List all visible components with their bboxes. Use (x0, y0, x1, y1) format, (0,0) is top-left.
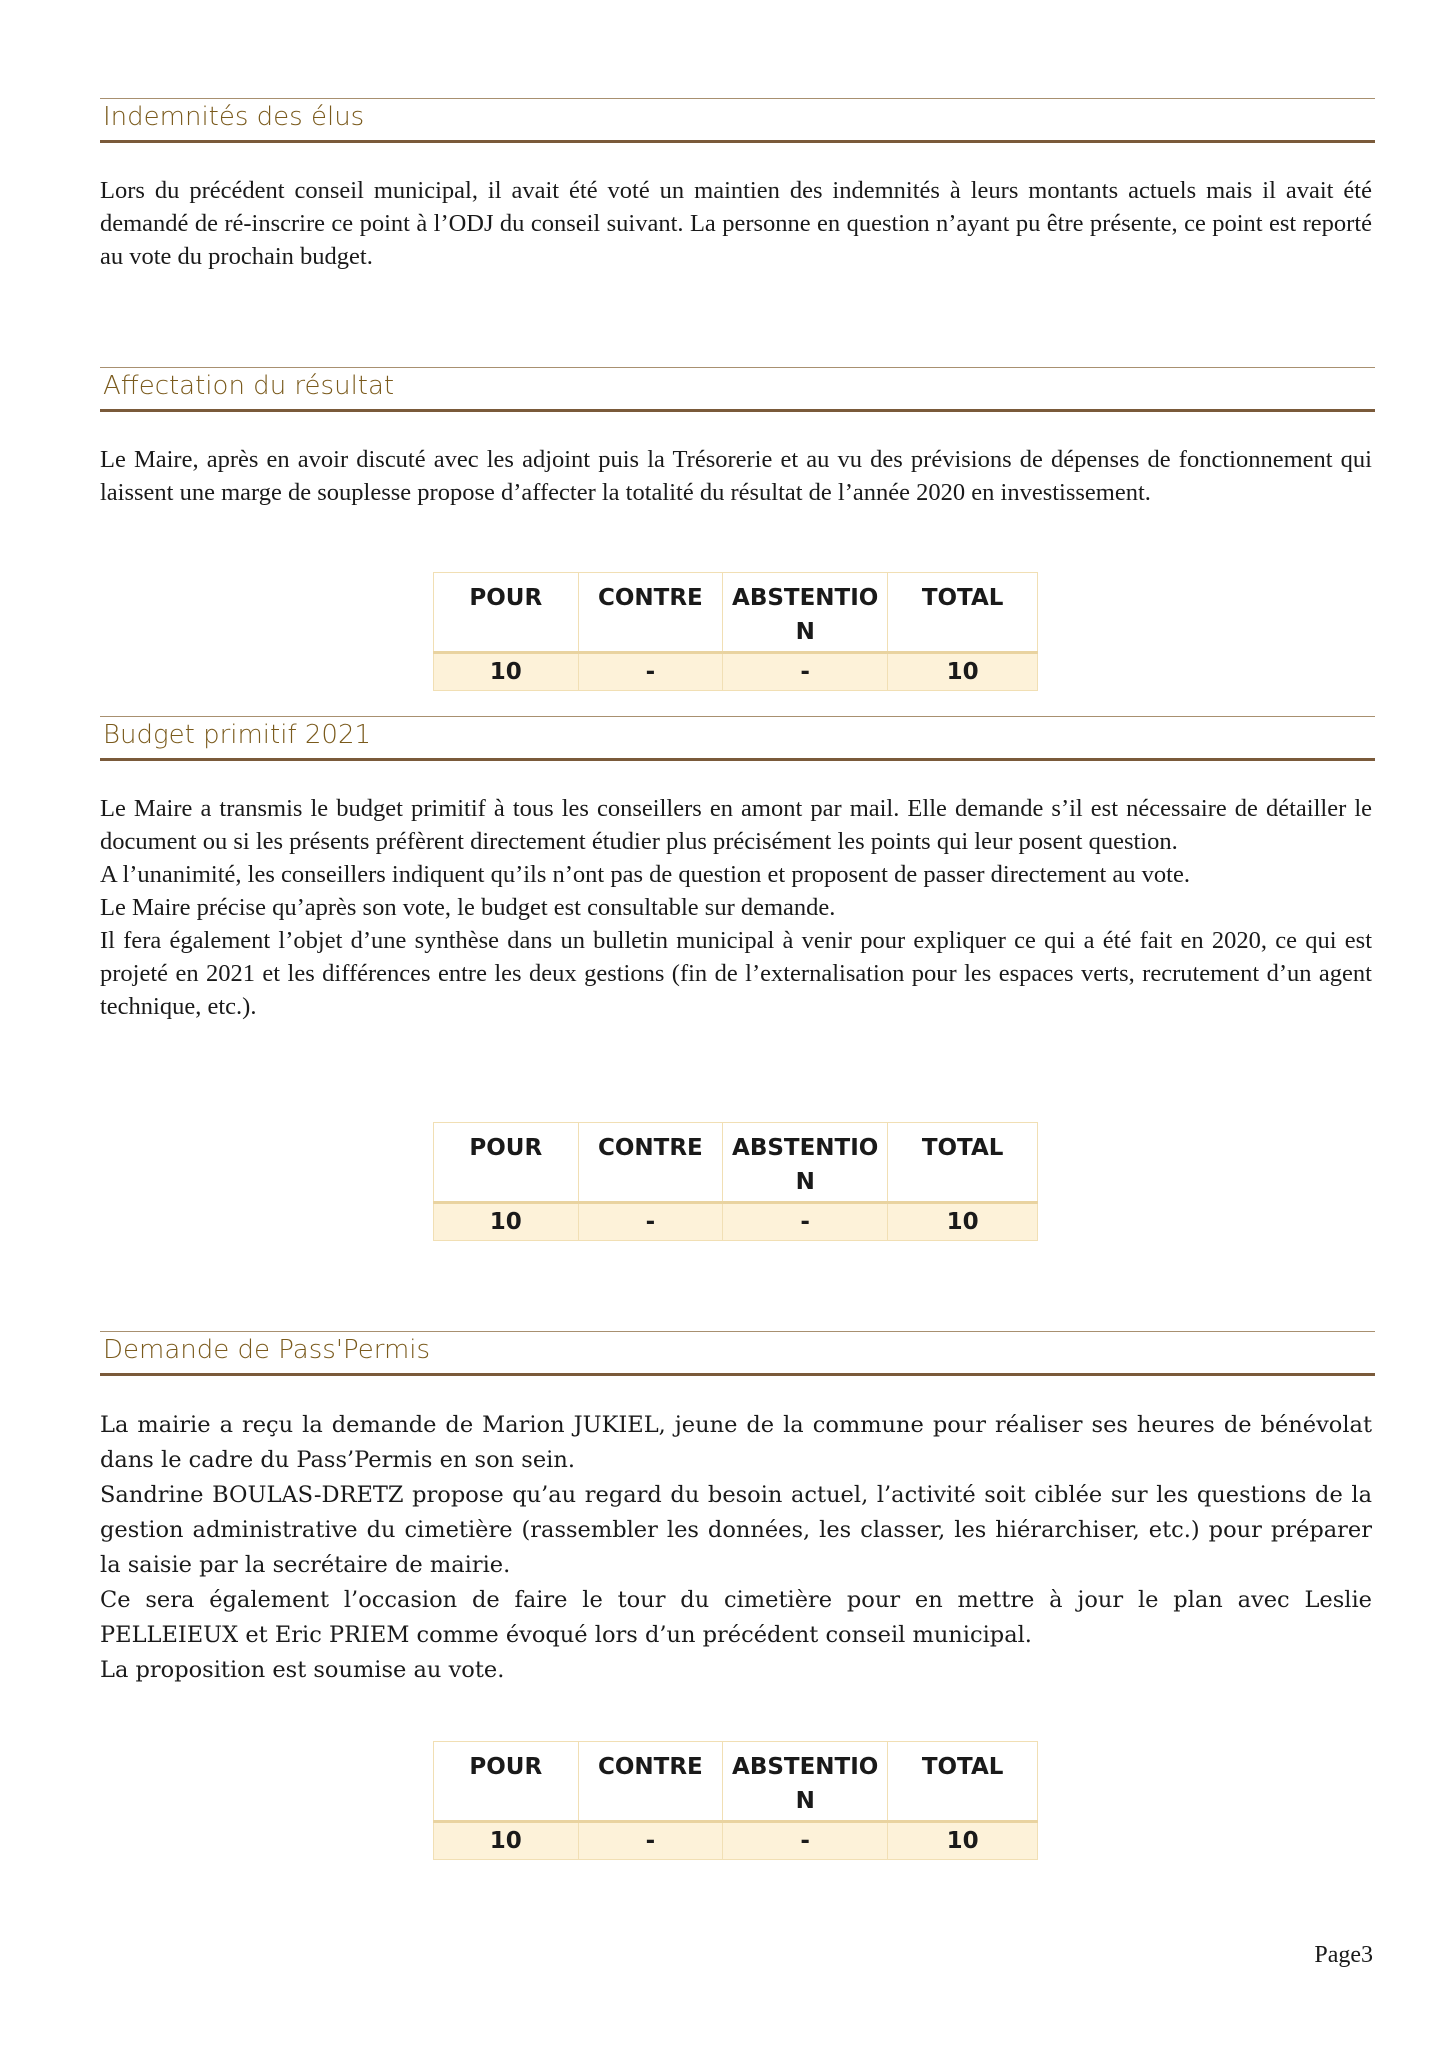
vote-header-total: TOTAL (888, 1123, 1038, 1203)
vote-header-pour: POUR (434, 1123, 579, 1203)
vote-value-pour: 10 (434, 653, 579, 691)
vote-header-contre: CONTRE (578, 573, 723, 653)
vote-table-header-row (434, 573, 1038, 653)
vote-value-abstention: - (723, 1822, 888, 1860)
paragraph: Le Maire, après en avoir discuté avec les adjoint puis la Trésorerie et au vu des prévisions de dépenses de fonctionnement qui laissent une marge de souplesse propose d’affecter la totalité du résultat de l’année 2020 en investissement. (100, 446, 1372, 506)
paragraph: La mairie a reçu la demande de Marion JUKIEL, jeune de la commune pour réaliser ses heures de bénévolat dans le cadre du Pass’Permis en son sein. (100, 1412, 1372, 1473)
section-title: Budget primitif 2021 (103, 720, 372, 750)
section-rule-top (100, 367, 1375, 368)
section-rule-top (100, 98, 1375, 99)
vote-table-passpermis (433, 1741, 1038, 1860)
vote-value-contre: - (578, 1203, 723, 1241)
vote-header-abstention-line1: ABSTENTIO (732, 1135, 879, 1161)
vote-table-header-row (434, 1742, 1038, 1822)
section-rule-bottom (100, 409, 1375, 412)
section-rule-top (100, 716, 1375, 717)
vote-header-abstention-line1: ABSTENTIO (732, 1754, 879, 1780)
vote-table-values-row (434, 1822, 1038, 1860)
vote-header-abstention-line2: N (795, 1169, 815, 1195)
vote-value-pour: 10 (434, 1203, 579, 1241)
vote-table-affectation (433, 572, 1038, 691)
vote-header-pour: POUR (434, 573, 579, 653)
vote-header-contre: CONTRE (578, 1742, 723, 1822)
section-rule-bottom (100, 140, 1375, 143)
paragraph: Le Maire a transmis le budget primitif à tous les conseillers en amont par mail. Elle demande s’il est nécessaire de détailler le document ou si les présents préfèrent directement étudier plus précisément les points qui leur posent question. (100, 795, 1372, 855)
vote-value-total: 10 (888, 653, 1038, 691)
paragraph: Il fera également l’objet d’une synthèse dans un bulletin municipal à venir pour expliquer ce qui a été fait en 2020, ce qui est projeté en 2021 et les différences entre les deux gestions (fin de l’externalisation pour les espaces verts, recrutement d’un agent technique, etc.). (100, 927, 1372, 1020)
paragraph: Lors du précédent conseil municipal, il avait été voté un maintien des indemnités à leurs montants actuels mais il avait été demandé de ré-inscrire ce point à l’ODJ du conseil suivant. La personne en question n’ayant pu être présente, ce point est reporté au vote du prochain budget. (100, 177, 1372, 270)
vote-value-contre: - (578, 653, 723, 691)
paragraph: La proposition est soumise au vote. (100, 1657, 505, 1683)
paragraph: A l’unanimité, les conseillers indiquent qu’ils n’ont pas de question et proposent de passer directement au vote. (100, 861, 1190, 888)
vote-header-abstention-line2: N (795, 619, 815, 645)
paragraph: Sandrine BOULAS-DRETZ propose qu’au regard du besoin actuel, l’activité soit ciblée sur les questions de la gestion administrative du cimetière (rassembler les données, les classer, les hiérarchiser, etc.) pour préparer la saisie par la secrétaire de mairie. (100, 1482, 1372, 1578)
section-rule-top (100, 1331, 1375, 1332)
vote-header-total: TOTAL (888, 1742, 1038, 1822)
section-body-affectation (100, 443, 1372, 509)
section-rule-bottom (100, 758, 1375, 761)
section-body-budget (100, 792, 1372, 1023)
vote-value-abstention: - (723, 1203, 888, 1241)
vote-header-abstention-line2: N (795, 1788, 815, 1814)
section-rule-bottom (100, 1373, 1375, 1376)
page-number: Page3 (1314, 1942, 1373, 1968)
vote-table-header-row (434, 1123, 1038, 1203)
vote-value-total: 10 (888, 1203, 1038, 1241)
vote-value-total: 10 (888, 1822, 1038, 1860)
vote-table-values-row (434, 653, 1038, 691)
section-body-indemnites (100, 174, 1372, 273)
vote-header-pour: POUR (434, 1742, 579, 1822)
vote-header-abstention (723, 1742, 888, 1822)
vote-table-values-row (434, 1203, 1038, 1241)
vote-header-abstention (723, 573, 888, 653)
vote-header-total: TOTAL (888, 573, 1038, 653)
section-body-passpermis (100, 1408, 1372, 1688)
vote-value-pour: 10 (434, 1822, 579, 1860)
vote-header-abstention-line1: ABSTENTIO (732, 585, 879, 611)
vote-table-budget (433, 1122, 1038, 1241)
section-title: Indemnités des élus (103, 102, 365, 132)
paragraph: Le Maire précise qu’après son vote, le budget est consultable sur demande. (100, 894, 836, 921)
vote-value-contre: - (578, 1822, 723, 1860)
vote-value-abstention: - (723, 653, 888, 691)
section-title: Demande de Pass'Permis (103, 1335, 431, 1365)
section-title: Affectation du résultat (103, 371, 395, 401)
paragraph: Ce sera également l’occasion de faire le tour du cimetière pour en mettre à jour le plan avec Leslie PELLEIEUX et Eric PRIEM comme évoqué lors d’un précédent conseil municipal. (100, 1587, 1372, 1648)
vote-header-abstention (723, 1123, 888, 1203)
vote-header-contre: CONTRE (578, 1123, 723, 1203)
